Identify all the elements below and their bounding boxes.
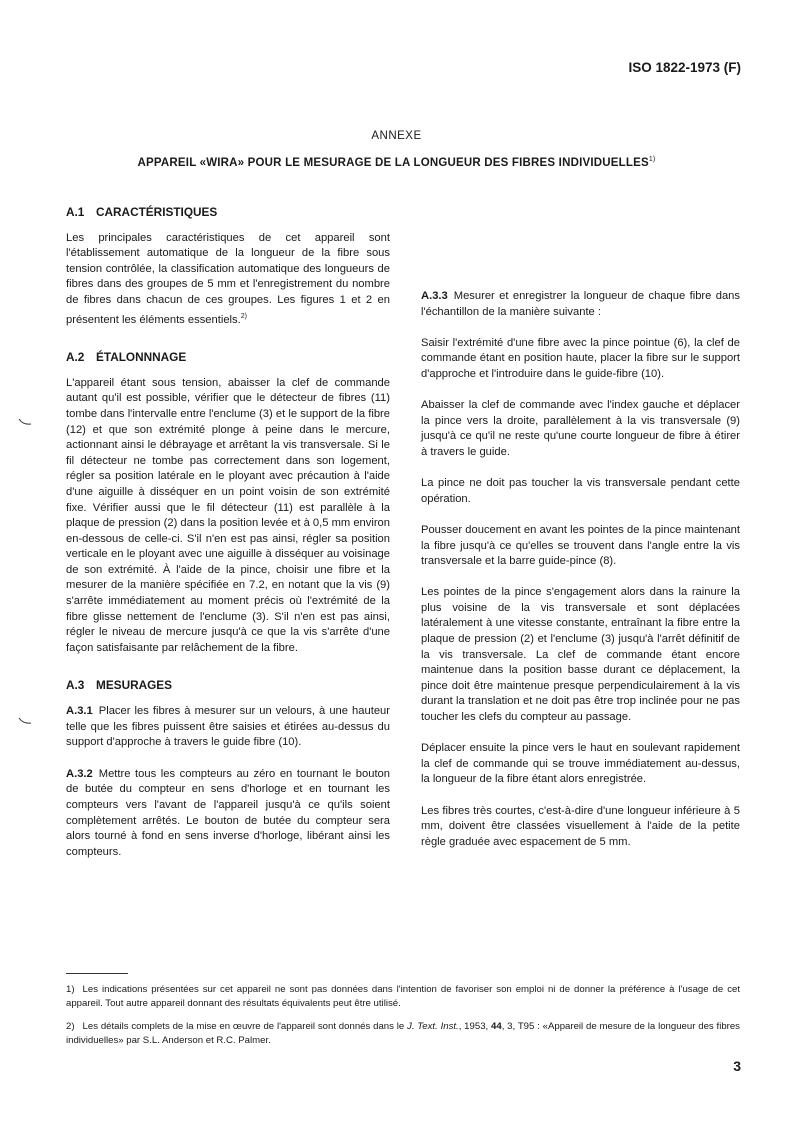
footnote-number: 2)	[66, 1021, 75, 1032]
section-number: A.2	[66, 350, 85, 365]
column-continuation-spacer	[421, 203, 740, 289]
paragraph-a1	[66, 231, 390, 329]
footnote-ref[interactable]: 2)	[240, 312, 247, 320]
footnote-text: , 3, T95 : «Appareil de mesure de la longueur des fibres individuelles» par S.L. Anderson et R.C. Palmer.	[66, 1021, 740, 1046]
paragraph: Déplacer ensuite la pince vers le haut en soulevant rapidement la clef de commande qui se trouve immédiatement au-dessus, la longueur de la fibre étant alors enregistrée.	[421, 742, 740, 786]
footnotes	[66, 983, 740, 1057]
journal-volume: 44	[491, 1021, 502, 1032]
footnote-1	[66, 983, 740, 1011]
section-number: A.1	[66, 205, 85, 219]
subsection-number: A.3.2	[66, 767, 93, 780]
footnote-divider	[66, 973, 128, 974]
subsection-number: A.3.1	[66, 705, 93, 718]
footnote-2	[66, 1020, 740, 1048]
footnote-text: Les détails complets de la mise en œuvre de l'appareil sont donnés dans le	[82, 1021, 405, 1032]
annex-label: ANNEXE	[371, 130, 422, 142]
paragraph-text: Placer les fibres à mesurer sur un velours, à une hauteur telle que les fibres puissent être saisies et étirées au-dessus du support d'approche à travers le guide fibre (10).	[66, 705, 390, 749]
document-reference: ISO 1822-1973 (F)	[628, 60, 741, 75]
subsection-number: A.3.3	[421, 290, 448, 302]
paragraph: Saisir l'extrémité d'une fibre avec la pince pointue (6), la clef de commande étant en position haute, placer la fibre sur le support d'approche et l'introduire dans le guide-fibre (10).	[421, 336, 740, 380]
paragraph: La pince ne doit pas toucher la vis transversale pendant cette opération.	[421, 477, 740, 505]
paragraph-a2: L'appareil étant sous tension, abaisser la clef de commande autant qu'il est possible, vérifier que le détecteur de fibres (11) tombe dans l'intervalle entre l'enclume (3) et le support de la fibre (12) et que son extrémité plonge à peine dans le mercure, actionnant ainsi le débrayage et arrêtant la vis transversale. Si le fil détecteur ne tombe pas correctement dans son logement, régler sa position latérale en le ployant avec précaution à l'aide d'une aiguille à disséquer en un point voisin de son extrémité fixe. Vérifier aussi que le fil détecteur (11) est parallèle à la plaque de pression (2) dans la position levée et à 0,5 mm environ en-dessous de celle-ci. S'il n'en est pas ainsi, régler sa position verticale en le ployant avec une aiguille à disséquer au voisinage de son extrémité. À l'aide de la pince, choisir une fibre et la mesurer de la manière spécifiée en 7.2, en notant que la vis (9) s'arrête immédiatement au moment précis où l'extrémité de la fibre glisse nettement de l'enclume (3). S'il n'en est pas ainsi, régler le niveau de mercure jusqu'à ce que la vis s'arrête d'une façon satisfaisante par relâchement de la fibre.	[66, 376, 391, 654]
section-number: A.3	[66, 678, 85, 693]
section-heading-a3	[66, 678, 390, 694]
journal-name: J. Text. Inst.	[407, 1021, 459, 1032]
paragraph: Les pointes de la pince s'engagement alors dans la rainure la plus voisine de la vis transversale et sont déplacées latéralement à une vitesse constante, entraînant la fibre entre la plaque de pression (2) et l'enclume (3) jusqu'à l'arrêt définitif de la vis transversale. La clef de commande étant encore maintenue dans la position basse durant ce déplacement, la pince doit être maintenue presque perpendiculairement à la vis durant la translation et ne doit pas être trop inclinée pour ne pas toucher les clefs du compteur au passage.	[421, 586, 740, 724]
annex-title	[0, 156, 793, 169]
paragraph: Abaisser la clef de commande avec l'index gauche et déplacer la pince vers la droite, parallèlement à la vis transversale (9) jusqu'à ce qu'il ne reste qu'une courte longueur de fibre à étirer à travers le guide.	[421, 399, 740, 458]
paragraph: Pousser doucement en avant les pointes de la pince maintenant la fibre jusqu'à ce qu'elles se trouvent dans l'angle entre la vis transversale et la barre guide-pince (8).	[421, 523, 740, 568]
paragraph: Les fibres très courtes, c'est-à-dire d'une longueur inférieure à 5 mm, doivent être classées visuellement à l'aide de la petite règle graduée avec espacement de 5 mm.	[421, 804, 740, 848]
margin-mark-icon	[18, 418, 32, 426]
right-column	[421, 203, 740, 866]
margin-mark-icon	[18, 717, 32, 725]
section-heading-a1	[66, 205, 390, 221]
annex-title-text: APPAREIL «WIRA» POUR LE MESURAGE DE LA LONGUEUR DES FIBRES INDIVIDUELLES	[137, 157, 649, 169]
paragraph-a31	[66, 704, 390, 751]
paragraph-a32	[66, 767, 390, 861]
section-title: ÉTALONNNAGE	[96, 350, 187, 365]
footnote-text: Les indications présentées sur cet appareil ne sont pas données dans l'intention de favoriser son emploi ni de donner la préférence à l'usage de cet appareil. Tout autre appareil donnant des résultats équivalents peut être utilisé.	[66, 984, 740, 1009]
paragraph-text: Mettre tous les compteurs au zéro en tournant le bouton de butée du compteur en sens d'horloge et en tournant les compteurs vers l'avant de l'appareil jusqu'à ce qu'ils soient complètement arrêtés. Le bouton de butée du compteur sera alors tourné à fond en sens inverse d'horloge, libérant ainsi les compteurs.	[66, 767, 390, 858]
paragraph-a33-intro	[421, 289, 740, 320]
left-column	[66, 205, 390, 860]
journal-year: , 1953,	[458, 1021, 492, 1032]
paragraph-text: Les principales caractéristiques de cet appareil sont l'établissement automatique de la longueur de la fibre sous tension contrôlée, la classification automatique des longueurs de fibres dans des groupes de 5 mm et l'enregistrement du nombre de fibres dans chacun de ces groupes. Les figures 1 et 2 en présentent les éléments essentiels.	[66, 231, 390, 326]
paragraph-text: Mesurer et enregistrer la longueur de chaque fibre dans l'échantillon de la manière suivante :	[421, 290, 740, 318]
section-title: MESURAGES	[96, 678, 173, 693]
page-number: 3	[733, 1058, 741, 1074]
section-heading-a2	[66, 350, 390, 366]
title-footnote-ref[interactable]: 1)	[648, 156, 656, 163]
footnote-number: 1)	[66, 984, 75, 995]
section-title: CARACTÉRISTIQUES	[96, 205, 218, 219]
